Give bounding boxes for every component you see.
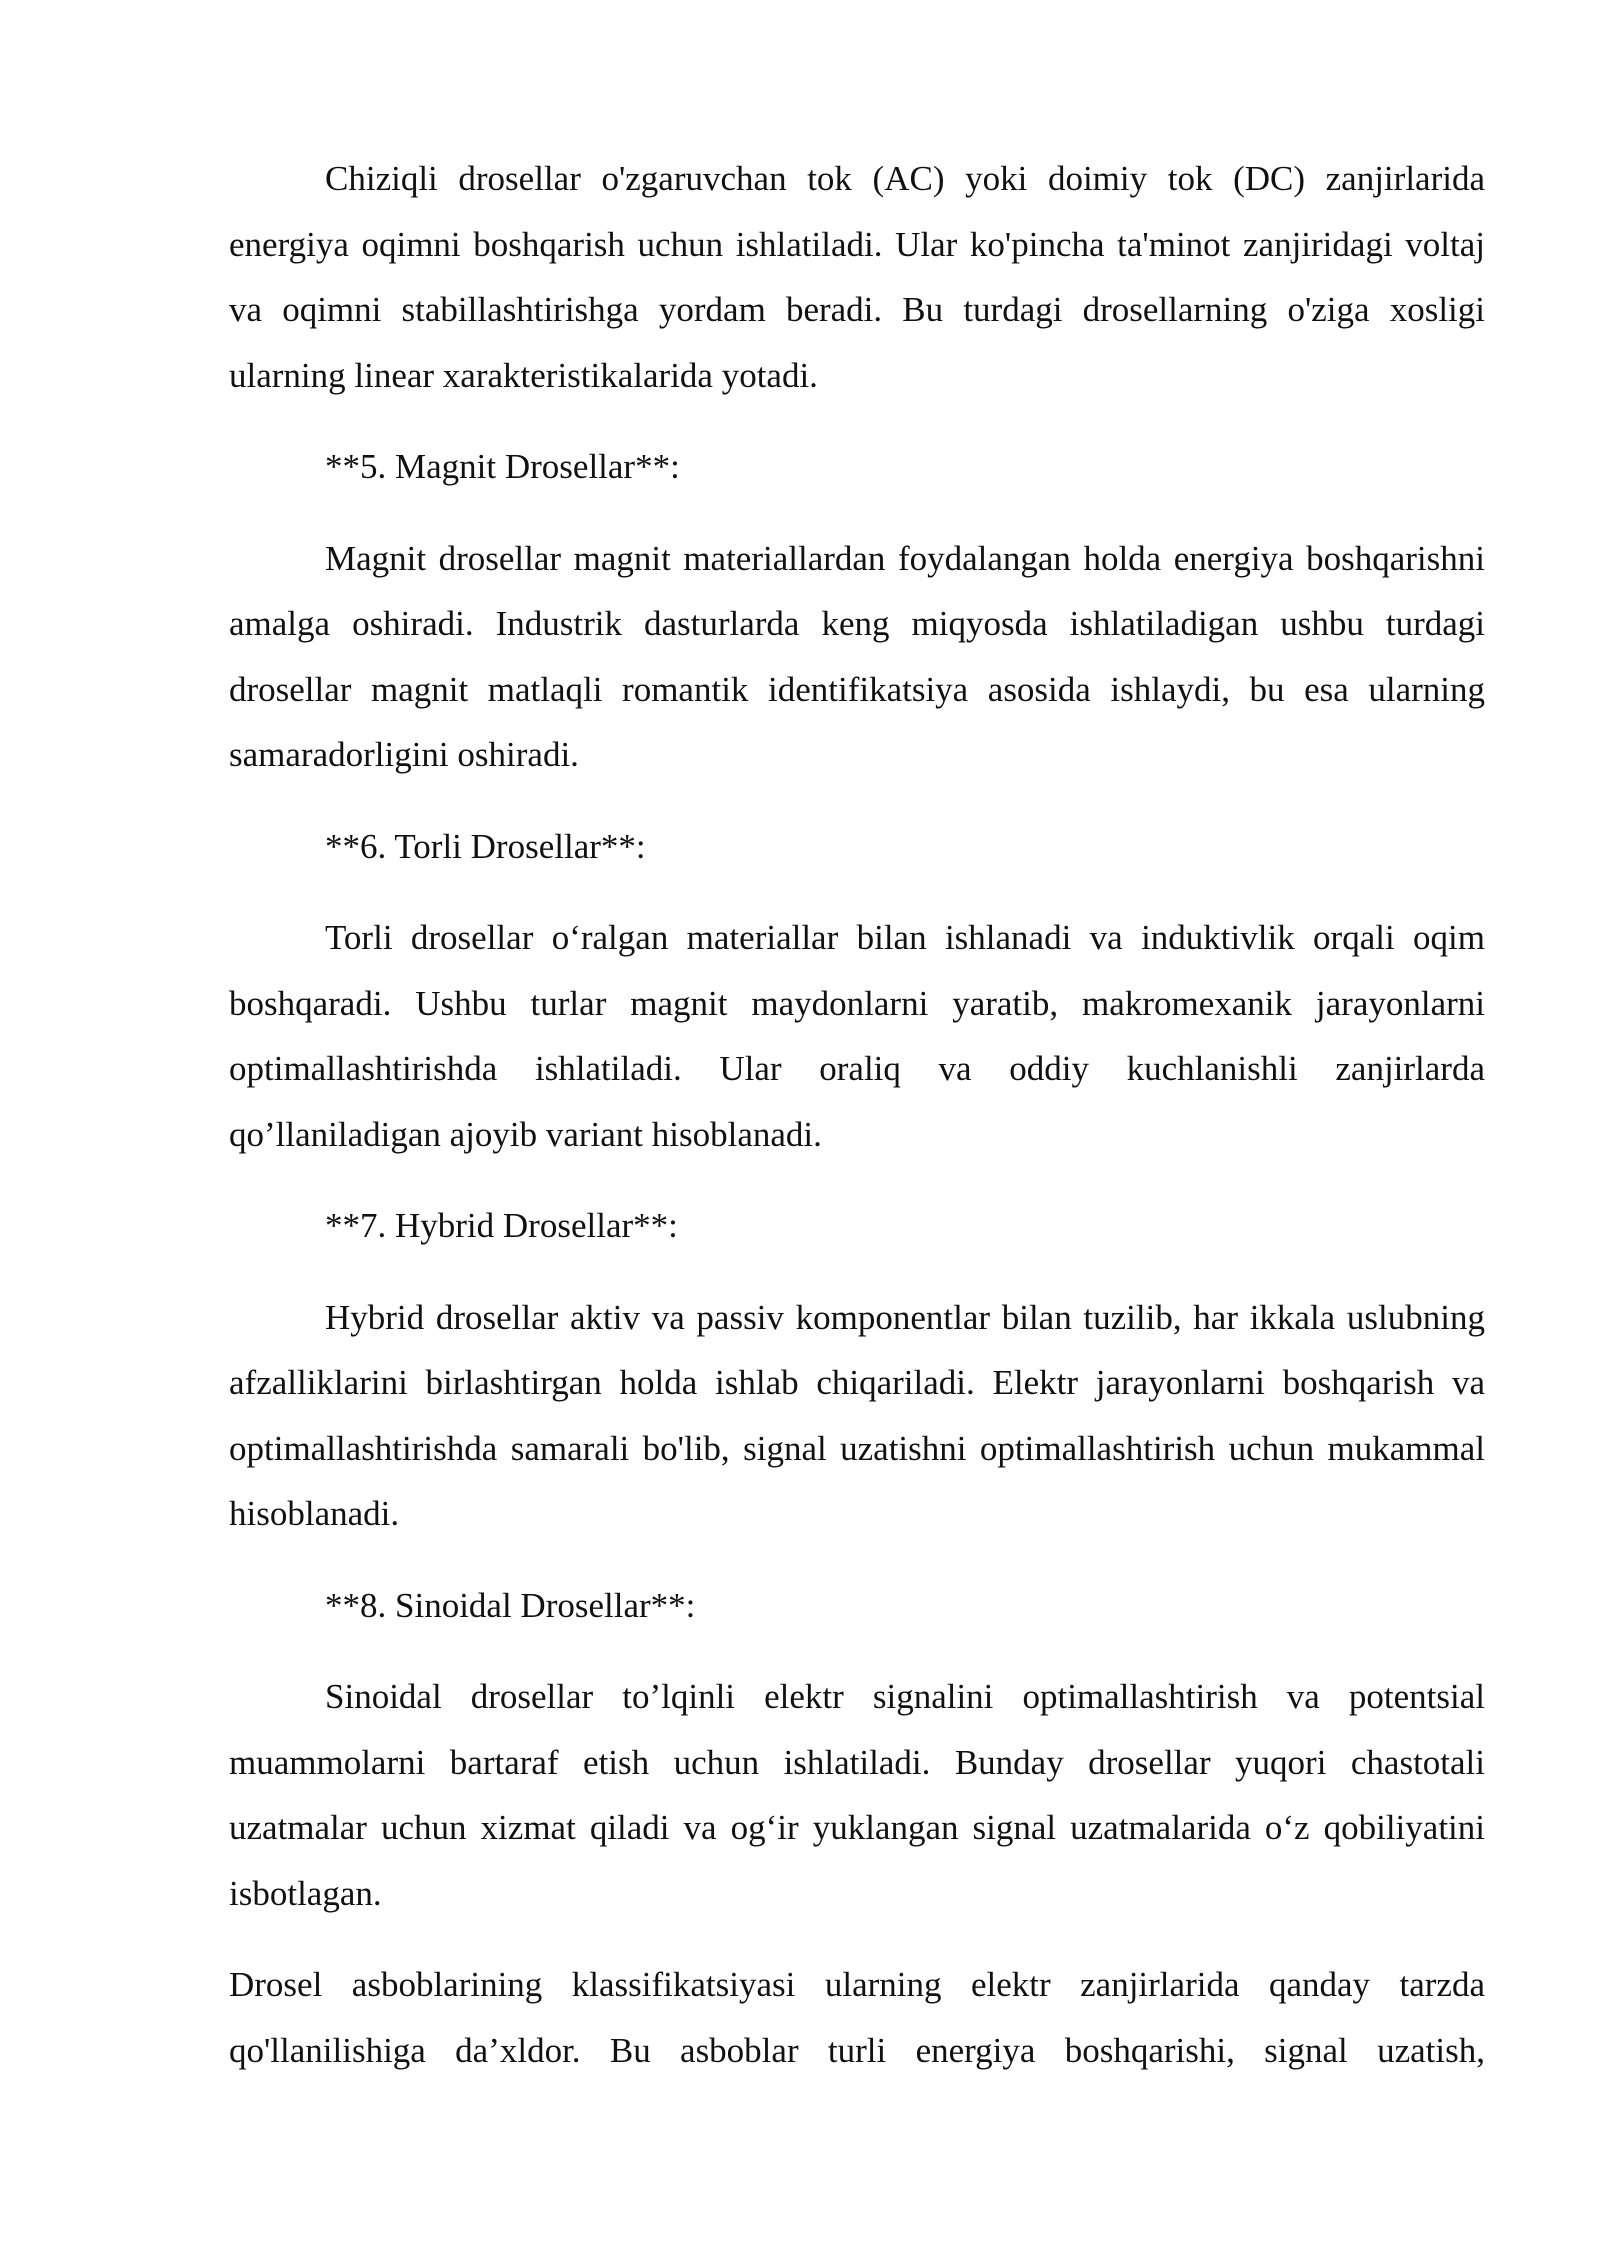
heading-wire-chokes: **6. Torli Drosellar**: [325,826,646,866]
paragraph-hybrid-chokes: Hybrid drosellar aktiv va passiv komponentlar bilan tuzilib, har ikkala uslubning afzalliklarini birlashtirgan holda ishlab chiqariladi. Elektr jarayonlarni boshqarish va optimallashtirishda samarali bo'lib, signal uzatishni optimallashtirish uchun mukammal hisoblanadi. [229,1297,1485,1533]
paragraph-linear-chokes: Chiziqli drosellar o'zgaruvchan tok (AC) yoki doimiy tok (DC) zanjirlarida energiya oqimni boshqarish uchun ishlatiladi. Ular ko'pincha ta'minot zanjiridagi voltaj va oqimni stabillashtirishga yordam beradi. Bu turdagi drosellarning o'ziga xosligi ularning linear xarakteristikalarida yotadi. [229,159,1485,395]
document-body [229,146,1485,2083]
heading-magnetic-chokes: **5. Magnit Drosellar**: [325,447,680,486]
heading-hybrid-chokes: **7. Hybrid Drosellar**: [325,1206,678,1245]
paragraph-sinusoidal-chokes: Sinoidal drosellar to’lqinli elektr signalini optimallashtirish va potentsial muammolarni bartaraf etish uchun ishlatiladi. Bunday drosellar yuqori chastotali uzatmalar uchun xizmat qiladi va og‘ir yuklangan signal uzatmalarida o‘z qobiliyatini isbotlagan. [229,1677,1485,1913]
paragraph-magnetic-chokes: Magnit drosellar magnit materiallardan foydalangan holda energiya boshqarishni amalga oshiradi. Industrik dasturlarda keng miqyosda ishlatiladigan ushbu turdagi drosellar magnit matlaqli romantik identifikatsiya asosida ishlaydi, bu esa ularning samaradorligini oshiradi. [229,538,1485,774]
paragraph-wire-chokes: Torli drosellar o‘ralgan materiallar bilan ishlanadi va induktivlik orqali oqim boshqaradi. Ushbu turlar magnit maydonlarni yaratib, makromexanik jarayonlarni optimallashtirishda ishlatiladi. Ular oraliq va oddiy kuchlanishli zanjirlarda qo’llaniladigan ajoyib variant hisoblanadi. [229,918,1485,1154]
heading-sinusoidal-chokes: **8. Sinoidal Drosellar**: [325,1585,696,1625]
paragraph-classification: Drosel asboblarining klassifikatsiyasi ularning elektr zanjirlarida qanday tarzda qo'llanilishiga da’xldor. Bu asboblar turli energiya boshqarishi, signal uzatish, [229,1965,1485,2070]
